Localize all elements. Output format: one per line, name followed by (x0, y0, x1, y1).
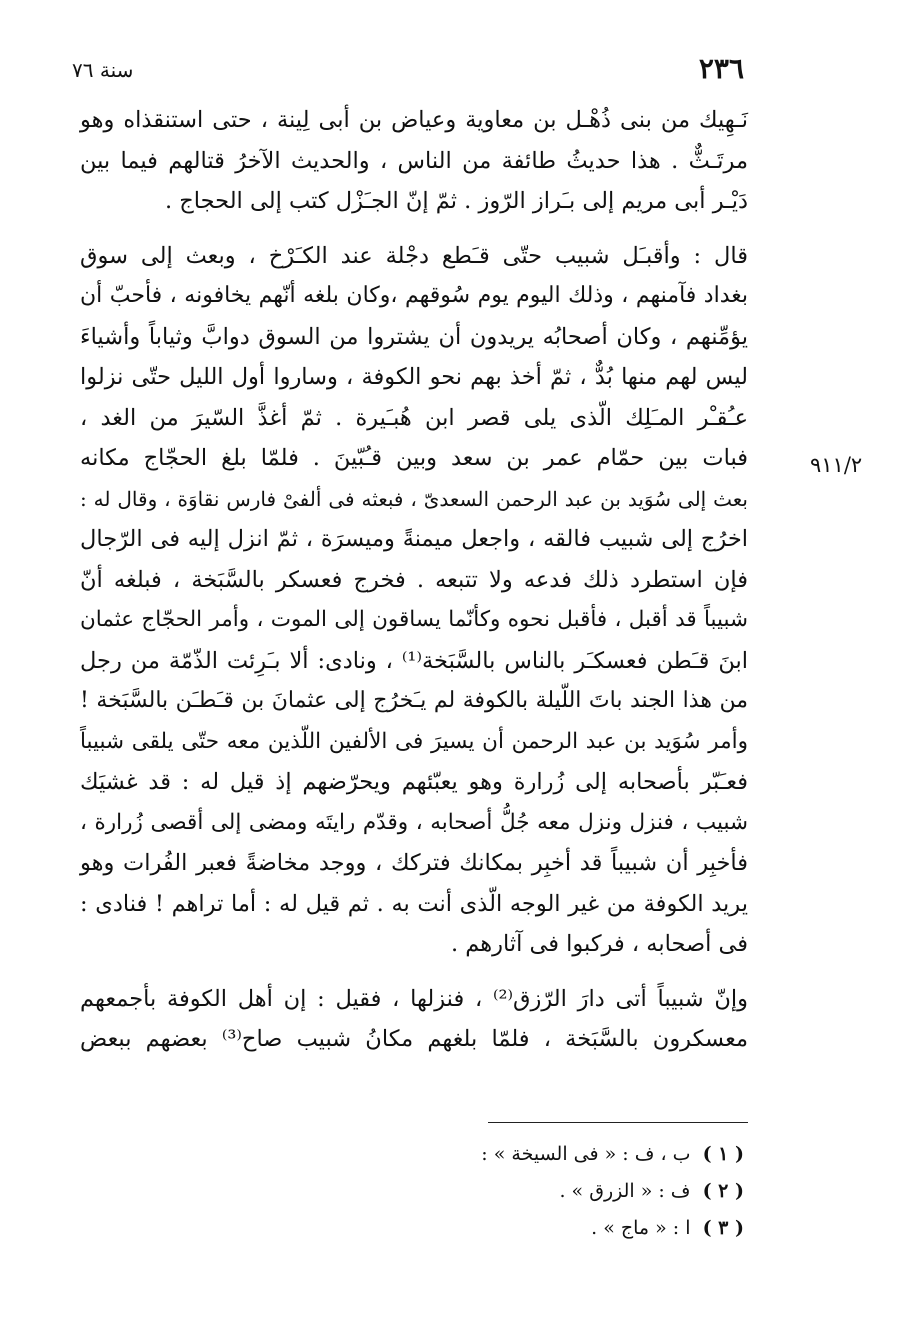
text-line: فبات بين حمّام عمر بن سعد وبين قـُبّينَ . فلمّا بلغ الحجّاج مكانه (80, 445, 748, 471)
text-line: شبيب ، فنزل ونزل معه جُلُّ أصحابه ، وقدّم رايتَه ومضى إلى أقصى زُرارة ، (80, 809, 748, 835)
footnote-number: ( ٣ ) (702, 1217, 744, 1239)
text-line: يريد الكوفة من غير الوجه الّذى أنت به . ثم قيل له : أما تراهم ! فنادى : (80, 890, 748, 917)
footnote-number: ( ٢ ) (702, 1180, 744, 1202)
year-label: سنة ٧٦ (72, 58, 134, 82)
main-text (80, 100, 748, 1060)
text-line: عـُقـْر المـَلِك الّذى يلى قصر ابن هُبـَيرة . ثمّ أغذَّ السّيرَ من الغد ، (80, 404, 748, 431)
text-line: وإنّ شبيباً أتى دارَ الرّزق⁽²⁾ ، فنزلها ، فقيل : إن أهل الكوفة بأجمعهم (80, 985, 748, 1012)
text-line: فى أصحابه ، فركبوا فى آثارهم . (450, 931, 748, 957)
text-line: بعث إلى سُوَيد بن عبد الرحمن السعدىّ ، فبعثه فى ألفىْ فارس نقاوَة ، وقال له : (80, 486, 748, 511)
paragraph-3 (80, 979, 748, 1060)
margin-reference: ٩١١/٢ (810, 453, 863, 477)
page-header (72, 52, 744, 92)
text-line: شبيباً قد أقبل ، فأقبل نحوه وكأنّما يساقون إلى الموت ، وأمر الحجّاج عثمان (80, 607, 748, 632)
text-line: معسكرون بالسَّبَخة ، فلمّا بلغهم مكانُ شبيب صاح⁽³⁾ بعضهم ببعض (80, 1026, 748, 1052)
text-line: بغداد فآمنهم ، وذلك اليوم يوم سُوقهم ،وكان بلغه أنّهم يخافونه ، فأحبّ أن (80, 283, 748, 308)
paragraph-1 (80, 100, 748, 222)
text-line: نَـهِيك من بنى ذُهْـل بن معاوية وعياض بن أبى لِينة ، حتى استنقذاه وهو (80, 107, 748, 133)
text-line: دَيْـر أبى مريم إلى بـَراز الرّوز . ثمّ إنّ الجـَزْل كتب إلى الحجاج . (164, 188, 748, 214)
footnote-number: ( ١ ) (702, 1143, 744, 1165)
footnote-item (481, 1136, 744, 1173)
footnote-item (484, 1173, 744, 1210)
text-line: مرتَـثٌّ . هذا حديثُ طائفة من الناس ، والحديث الآخرُ قتالهم فيما بين (80, 147, 748, 174)
paragraph-2 (80, 236, 748, 965)
footnote-divider (488, 1122, 748, 1123)
text-line: من هذا الجند باتَ اللّيلة بالكوفة لم يـَخرُج إلى عثمانَ بن قـَطـَن بالسَّبَخة ! (80, 688, 748, 713)
text-line: فأخبِر أن شبيباً قد أخبِر بمكانك فتركك ، ووجد مخاضةً فعبر الفُرات وهو (80, 850, 748, 876)
text-line: وأمر سُوَيد بن عبد الرحمن أن يسيرَ فى الألفين اللّذين معه حتّى يلقى شبيباً (80, 728, 748, 754)
footnote-text: ا : « ماج » . (591, 1217, 691, 1239)
text-line: قال : وأقبـَل شبيب حتّى قـَطع دجْلة عند الكـَرْخ ، وبعث إلى سوق (80, 242, 748, 269)
text-line: فإن استطرد ذلك فدعه ولا تتبعه . فخرج فعسكر بالسَّبَخة ، فبلغه أنّ (80, 566, 748, 593)
text-line: ليس لهم منها بُدٌّ ، ثمّ أخذ بهم نحو الكوفة ، وساروا أول الليل حتّى نزلوا (80, 364, 748, 390)
text-line: اخرُج إلى شبيب فالقه ، واجعل ميمنةً وميسرَة ، ثمّ انزل إليه فى الرّجال (80, 526, 748, 552)
footnote-text: ب ، ف : « فى السيخة » : (481, 1143, 691, 1165)
footnote-item (484, 1210, 744, 1247)
footnotes (481, 1136, 744, 1247)
page-number: ٢٣٦ (698, 52, 744, 85)
text-line: ابنَ قـَطن فعسكـَر بالناس بالسَّبَخة⁽¹⁾ ، ونادى: ألا بـَرِئت الذّمّة من رجل (80, 647, 749, 674)
text-line: يؤمِّنهم ، وكان أصحابُه يريدون أن يشتروا من السوق دوابَّ وثياباً وأشياءَ (80, 323, 748, 350)
text-line: فعـَبّر بأصحابه إلى زُرارة وهو يعبّئهم ويحرّضهم إذ قيل له : قد غشيَك (80, 769, 748, 795)
footnote-text: ف : « الزرق » . (559, 1180, 691, 1202)
